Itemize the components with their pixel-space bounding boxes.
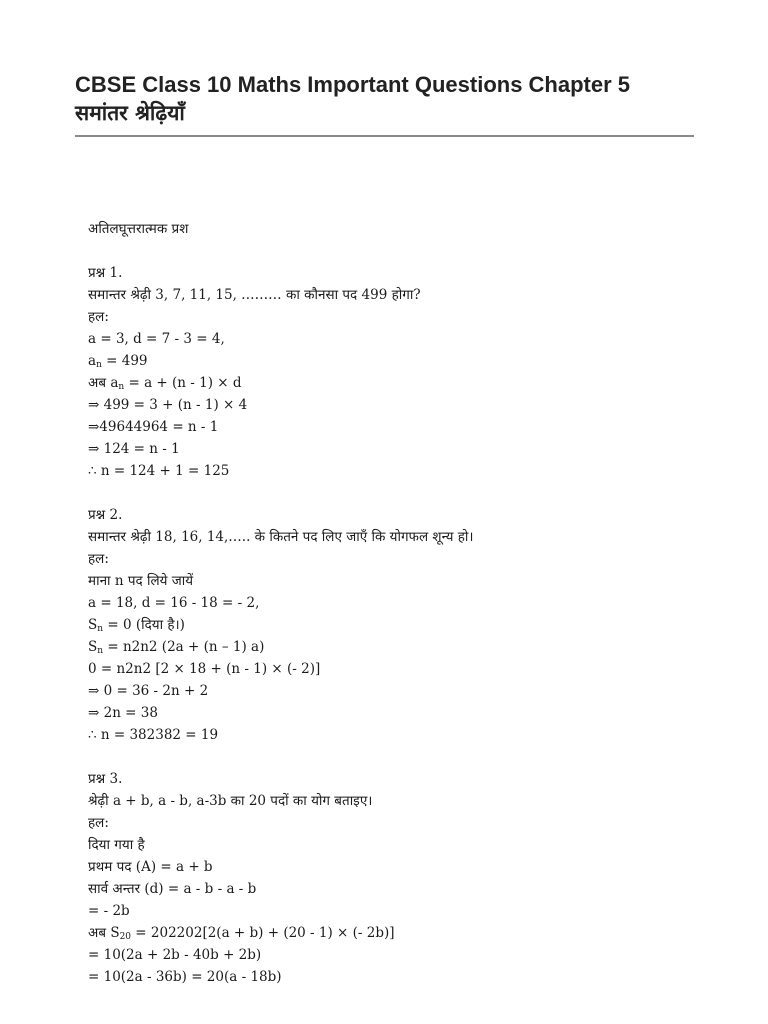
- q1-label: प्रश्न 1.: [88, 265, 123, 281]
- q3-text: श्रेढ़ी a + b, a - b, a-3b का 20 पदों का योग बताइए।: [88, 793, 373, 809]
- q3-line-7: = 10(2a - 36b) = 20(a - 18b): [88, 969, 282, 985]
- title-line-2: समांतर श्रेढ़ियाँ: [75, 101, 185, 125]
- q2-text: समान्तर श्रेढ़ी 18, 16, 14,….. के कितने पद लिए जाएँ कि योगफल शून्य हो।: [88, 529, 474, 545]
- q1-line-2: $a_n = 499$: [88, 353, 148, 370]
- q1-line-3: अब $a_n = a + (n - 1) \times d$: [88, 375, 242, 392]
- q1-line-4: ⇒ 499 = 3 + (n - 1) × 4: [88, 397, 248, 413]
- q1-line-5: ⇒49644964 = n - 1: [88, 419, 219, 435]
- q3-line-5: अब $S_{20} = 202202[2(a + b) + (20 - 1)$ × (- 2b)]: [88, 925, 395, 942]
- q1-line-7: ∴ n = 124 + 1 = 125: [88, 463, 230, 479]
- q3-line-1: दिया गया है: [88, 837, 145, 853]
- q2-solution-label: हल:: [88, 551, 109, 567]
- q2-line-2: a = 18, d = 16 - 18 = - 2,: [88, 595, 260, 611]
- page-title: [75, 70, 695, 128]
- q2-line-6: ⇒ 0 = 36 - 2n + 2: [88, 683, 209, 699]
- q3-solution-label: हल:: [88, 815, 109, 831]
- q2-line-7: ⇒ 2n = 38: [88, 705, 158, 721]
- q2-line-5: 0 = n2n2 [2 × 18 + (n - 1) × (- 2)]: [88, 661, 321, 677]
- q1-line-1: a = 3, d = 7 - 3 = 4,: [88, 331, 225, 347]
- section-heading: अतिलघूत्तरात्मक प्रश: [88, 221, 189, 237]
- q1-solution-label: हल:: [88, 309, 109, 325]
- q1-text: समान्तर श्रेढ़ी 3, 7, 11, 15, ……… का कौनसा पद 499 होगा?: [88, 287, 421, 303]
- q2-line-4: $S_n = n2n2$ (2a + (n – 1) a): [88, 639, 265, 656]
- q2-line-8: ∴ n = 382382 = 19: [88, 727, 219, 743]
- q3-line-2: प्रथम पद (A) = a + b: [88, 859, 213, 875]
- document-body: [88, 218, 688, 988]
- q2-line-1: माना n पद लिये जायें: [88, 573, 194, 589]
- q3-line-4: = - 2b: [88, 903, 130, 919]
- q3-line-3: सार्व अन्तर (d) = a - b - a - b: [88, 881, 257, 897]
- q1-line-6: ⇒ 124 = n - 1: [88, 441, 180, 457]
- title-line-1: CBSE Class 10 Maths Important Questions Chapter 5: [75, 72, 631, 97]
- q2-line-3: $S_n = 0$ (दिया है।): [88, 617, 185, 634]
- q3-label: प्रश्न 3.: [88, 771, 123, 787]
- title-divider: [75, 135, 694, 137]
- q2-label: प्रश्न 2.: [88, 507, 123, 523]
- q3-line-6: = 10(2a + 2b - 40b + 2b): [88, 947, 262, 963]
